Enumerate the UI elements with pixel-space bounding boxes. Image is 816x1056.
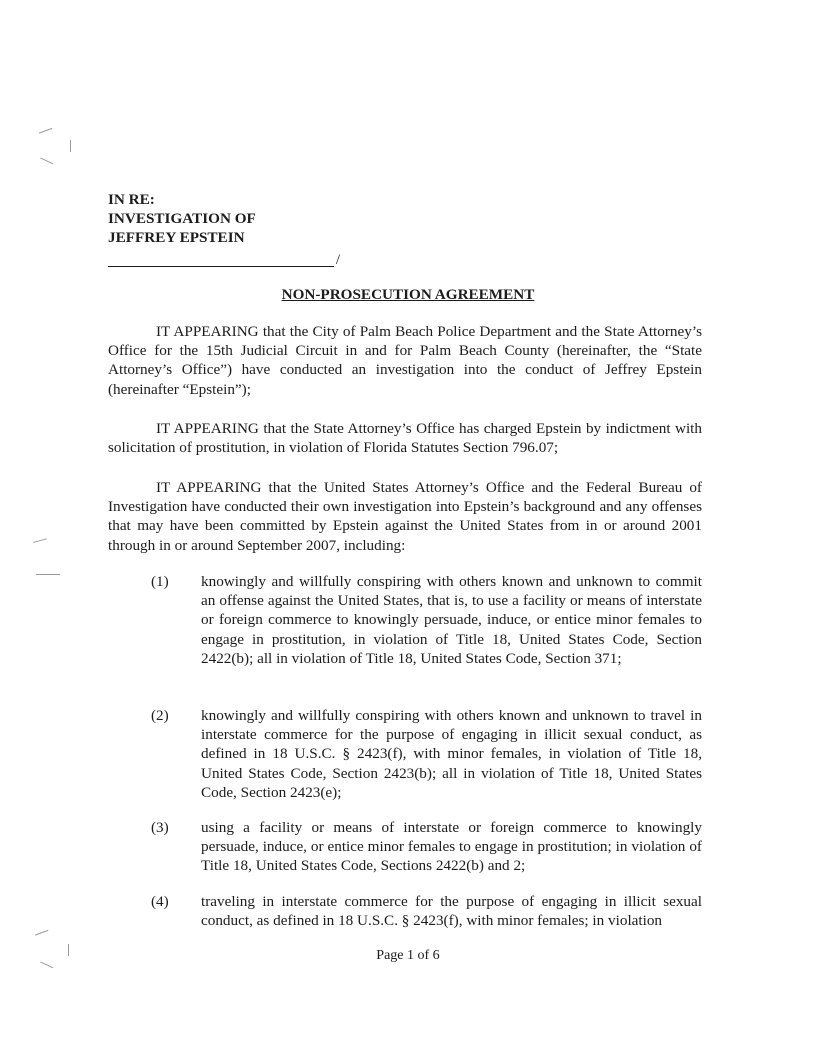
caption-rule bbox=[108, 253, 340, 267]
paragraph: IT APPEARING that the State Attorney’s Office has charged Epstein by indictment with solicitation of prostitution, in violation of Florida Statutes Section 796.07; bbox=[108, 420, 702, 457]
list-item bbox=[151, 818, 702, 876]
list-item-number: (3) bbox=[151, 819, 169, 836]
scan-mark bbox=[70, 140, 72, 152]
caption-slash: / bbox=[335, 252, 340, 268]
list-item bbox=[151, 706, 702, 802]
caption-line: IN RE: bbox=[108, 191, 155, 208]
list-item-text: using a facility or means of interstate or foreign commerce to knowingly persuade, induce, or entice minor females to engage in prostitution; in violation of Title 18, United States Code, Sections 2422(b) and 2; bbox=[201, 819, 702, 875]
scan-mark bbox=[36, 568, 60, 575]
list-item-text: traveling in interstate commerce for the purpose of engaging in illicit sexual conduct, as defined in 18 U.S.C. § 2423(f), with minor females; in violation bbox=[201, 893, 702, 930]
scan-mark bbox=[39, 128, 55, 141]
document-title: NON-PROSECUTION AGREEMENT bbox=[281, 286, 535, 303]
list-item-text: knowingly and willfully conspiring with others known and unknown to commit an offense against the United States, that is, to use a facility or means of interstate or foreign commerce to knowingly persuade, induce, or entice minor females to engage in prostitution, in violation of Title 18, United States Code, Section 2422(b); all in violation of Title 18, United States Code, Section 371; bbox=[201, 573, 702, 667]
list-item-number: (2) bbox=[151, 707, 169, 724]
page-number: Page 1 of 6 bbox=[376, 948, 440, 963]
caption-underline bbox=[108, 266, 334, 267]
case-caption bbox=[108, 190, 256, 247]
caption-line: INVESTIGATION OF bbox=[108, 210, 256, 227]
list-item bbox=[151, 572, 702, 668]
caption-line: JEFFREY EPSTEIN bbox=[108, 229, 245, 246]
scan-mark bbox=[35, 930, 51, 943]
paragraph: IT APPEARING that the United States Attorney’s Office and the Federal Bureau of Investigation have conducted their own investigation into Epstein’s background and any offenses that may have been committed by Epstein against the United States from in or around 2001 through in or around September 2007, including: bbox=[108, 479, 702, 554]
list-item-text: knowingly and willfully conspiring with others known and unknown to travel in interstate commerce for the purpose of engaging in illicit sexual conduct, as defined in 18 U.S.C. § 2423(f), with minor females, in violation of Title 18, United States Code, Section 2423(b); all in violation of Title 18, United States Code, Section 2423(e); bbox=[201, 707, 702, 801]
scan-mark bbox=[37, 157, 53, 171]
list-item bbox=[151, 892, 702, 930]
list-item-number: (1) bbox=[151, 573, 169, 590]
scan-mark bbox=[33, 538, 49, 550]
paragraph: IT APPEARING that the City of Palm Beach Police Department and the State Attorney’s Office for the 15th Judicial Circuit in and for Palm Beach County (hereinafter, the “State Attorney’s Office”) have conducted an investigation into the conduct of Jeffrey Epstein (hereinafter “Epstein”); bbox=[108, 323, 702, 398]
list-item-number: (4) bbox=[151, 893, 169, 910]
